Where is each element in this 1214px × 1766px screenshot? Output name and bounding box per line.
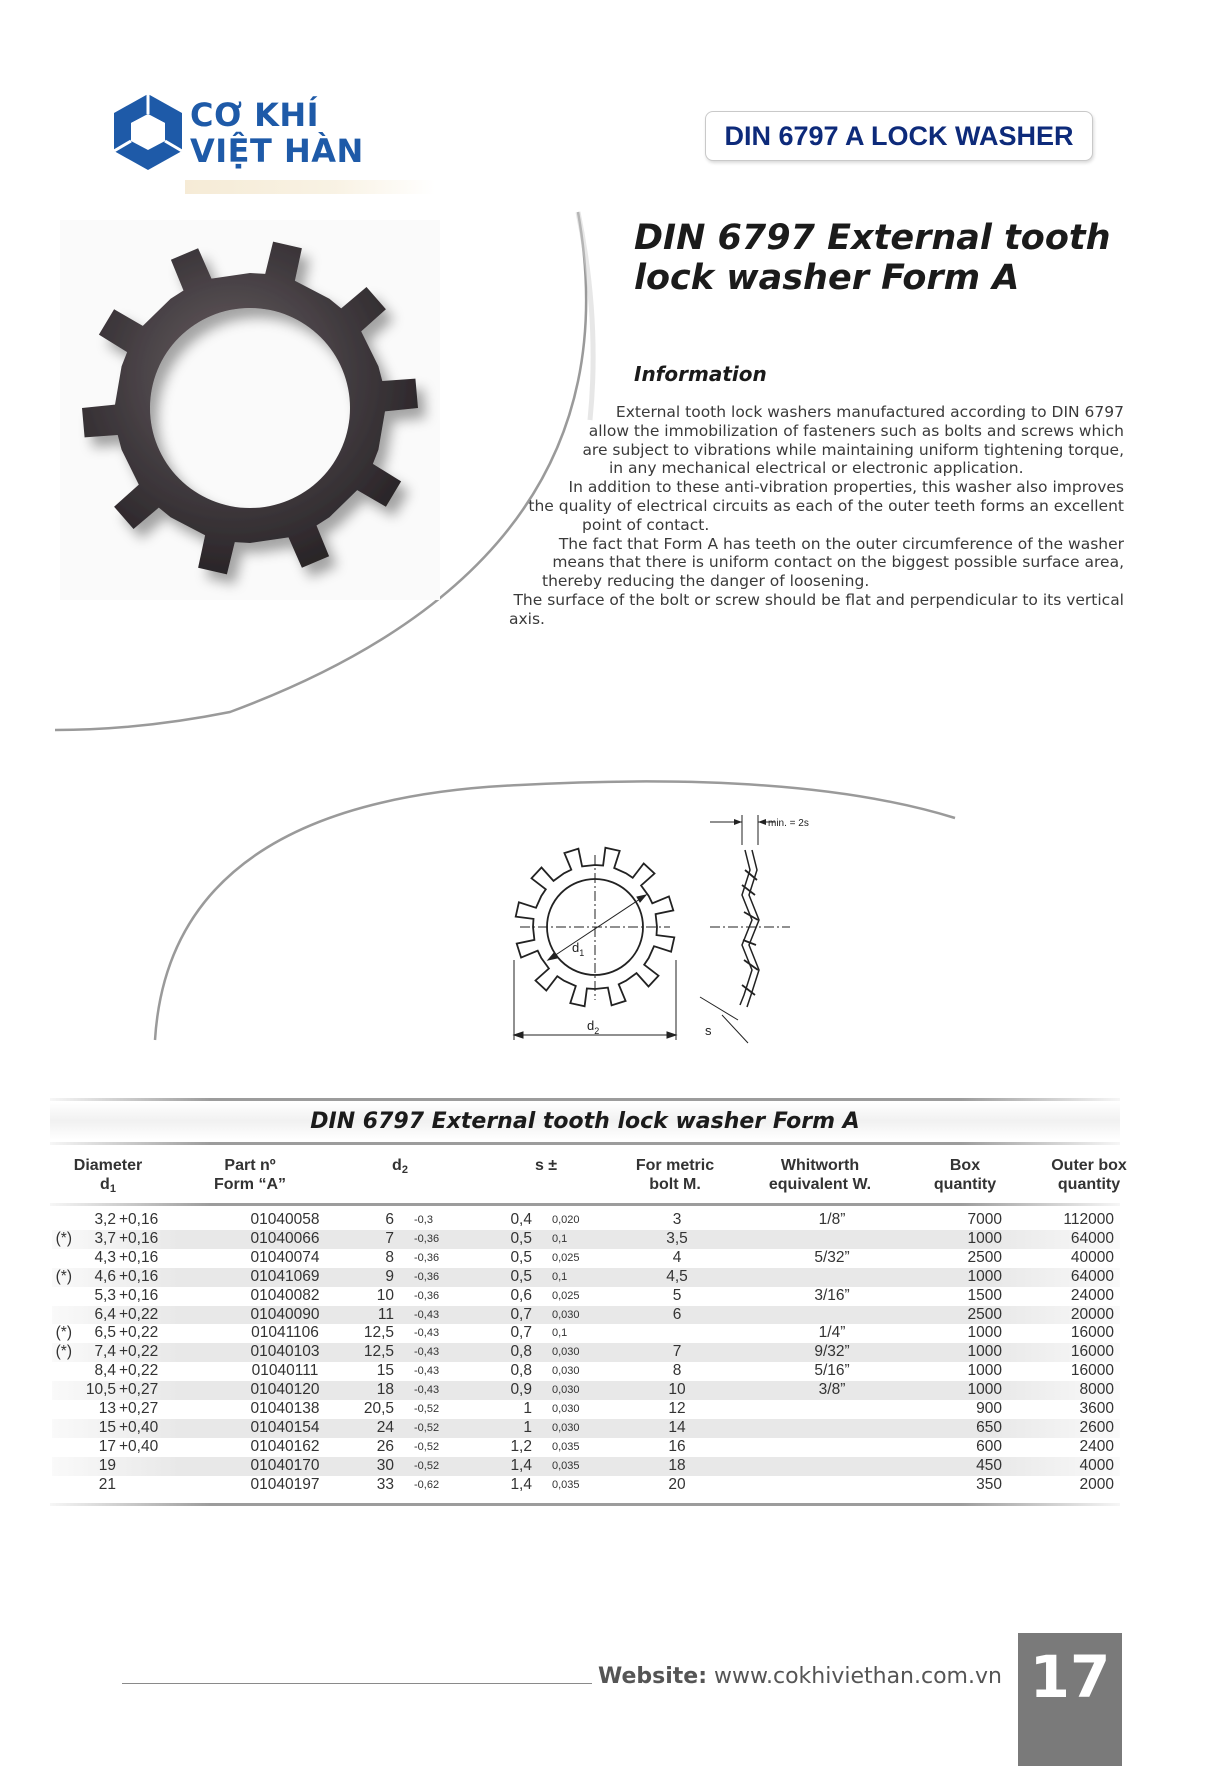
- cell-box-quantity: 1000: [967, 1229, 1002, 1247]
- table-row: [52, 1306, 1120, 1325]
- cell-outer-box-quantity: 64000: [1070, 1229, 1114, 1247]
- cell-d1: 3,2: [94, 1211, 116, 1228]
- table-row: [52, 1230, 1120, 1249]
- cell-s: 0,5: [510, 1267, 532, 1285]
- cell-outer-box-quantity: 40000: [1070, 1248, 1114, 1266]
- cell-s: 0,7: [510, 1305, 532, 1323]
- footer-rule: [122, 1683, 592, 1684]
- table-row: [52, 1400, 1120, 1419]
- table-row: [52, 1457, 1120, 1476]
- cell-box-quantity: 1000: [967, 1362, 1002, 1380]
- cell-d2: 11: [377, 1305, 394, 1323]
- info-line: means that there is uniform contact on the biggest possible surface area,: [552, 553, 1124, 572]
- cell-d2: 12,5: [363, 1324, 394, 1342]
- cell-d1-tolerance: +0,22: [119, 1362, 159, 1380]
- cell-s-tolerance: 0,030: [552, 1384, 580, 1397]
- cell-s-tolerance: 0,025: [552, 1289, 580, 1302]
- cell-outer-box-quantity: 2000: [1079, 1475, 1114, 1493]
- table-row: [52, 1419, 1120, 1438]
- cell-d1-tolerance: +0,16: [119, 1248, 159, 1266]
- header-s: s ±: [534, 1157, 558, 1174]
- table-top-rule: [50, 1098, 1120, 1101]
- cell-whitworth: 5/32”: [814, 1248, 850, 1266]
- table-row: [52, 1287, 1120, 1306]
- s-label: s: [705, 1023, 712, 1038]
- cell-box-quantity: 600: [976, 1437, 1002, 1455]
- row-star: (*): [55, 1343, 72, 1361]
- cell-outer-box-quantity: 2600: [1079, 1418, 1114, 1436]
- cell-s: 1: [523, 1418, 532, 1436]
- header-diameter: Diameter $d_1$: [73, 1157, 143, 1195]
- footer-website-label: Website:: [598, 1664, 708, 1689]
- cell-box-quantity: 2500: [967, 1248, 1002, 1266]
- cell-outer-box-quantity: 8000: [1079, 1381, 1114, 1399]
- info-line: allow the immobilization of fasteners such as bolts and screws which: [588, 421, 1124, 440]
- cell-d2-tolerance: -0,43: [414, 1365, 440, 1378]
- info-line: In addition to these anti-vibration properties, this washer also improves: [568, 478, 1124, 497]
- row-star: (*): [55, 1229, 72, 1247]
- cell-whitworth: 9/32”: [814, 1343, 850, 1361]
- cell-metric-bolt: 4,5: [666, 1267, 688, 1285]
- cell-part-number: 01040090: [250, 1305, 320, 1323]
- cell-s: 1,4: [510, 1475, 532, 1493]
- cell-d2-tolerance: -0,43: [414, 1384, 440, 1397]
- cell-d2-tolerance: -0,52: [414, 1403, 440, 1415]
- cell-whitworth: 1/4”: [818, 1324, 846, 1342]
- cell-s: 0,6: [510, 1286, 532, 1304]
- cell-box-quantity: 1000: [967, 1381, 1002, 1399]
- cell-metric-bolt: 6: [672, 1305, 682, 1323]
- info-line: in any mechanical electrical or electronic application.: [609, 459, 1024, 478]
- info-line: are subject to vibrations while maintaining uniform tightening torque,: [582, 440, 1124, 459]
- cell-d1: 4,6: [94, 1267, 116, 1285]
- header-outer-box: Outer box quantity: [1051, 1157, 1127, 1193]
- cell-outer-box-quantity: 20000: [1070, 1305, 1114, 1323]
- cell-d2-tolerance: -0,52: [414, 1459, 440, 1472]
- cell-outer-box-quantity: 3600: [1079, 1400, 1114, 1417]
- cell-metric-bolt: 20: [668, 1475, 686, 1493]
- cell-part-number: 01040103: [250, 1343, 320, 1361]
- table-header-rule: [50, 1203, 1120, 1206]
- brand-line-2: VIỆT HÀN: [190, 132, 364, 170]
- cell-outer-box-quantity: 16000: [1070, 1324, 1114, 1342]
- cell-box-quantity: 350: [976, 1475, 1002, 1493]
- cell-s-tolerance: 0,1: [552, 1270, 568, 1283]
- cell-outer-box-quantity: 2400: [1079, 1437, 1114, 1455]
- cell-s: 0,5: [510, 1229, 532, 1247]
- cell-d1: 8,4: [94, 1362, 116, 1380]
- footer-website-url[interactable]: www.cokhiviethan.com.vn: [714, 1664, 1002, 1689]
- page-number: 17: [1018, 1633, 1122, 1766]
- info-line: The fact that Form A has teeth on the outer circumference of the washer: [558, 534, 1124, 553]
- cell-d1-tolerance: +0,16: [119, 1229, 159, 1247]
- cell-box-quantity: 7000: [967, 1211, 1002, 1228]
- cell-d1-tolerance: +0,27: [119, 1400, 159, 1417]
- header-whitworth: Whitworth equivalent W.: [768, 1157, 872, 1193]
- table-row: [52, 1324, 1120, 1343]
- cell-d2-tolerance: -0,3: [414, 1214, 433, 1226]
- cell-metric-bolt: 3: [672, 1211, 682, 1228]
- header-bolt: For metric bolt M.: [635, 1157, 715, 1193]
- info-line: point of contact.: [582, 515, 710, 534]
- cell-outer-box-quantity: 64000: [1070, 1267, 1114, 1285]
- cell-s: 1,2: [510, 1437, 532, 1455]
- cell-metric-bolt: 4: [672, 1248, 682, 1266]
- table-title: DIN 6797 External tooth lock washer Form A: [50, 1102, 1120, 1140]
- footer-website: [598, 1664, 1002, 1689]
- cell-box-quantity: 1000: [967, 1324, 1002, 1342]
- cell-d1: 5,3: [94, 1286, 116, 1304]
- cell-metric-bolt: 5: [672, 1286, 682, 1304]
- cell-whitworth: 1/8”: [818, 1211, 846, 1228]
- cell-d1-tolerance: +0,27: [119, 1381, 159, 1399]
- d2-label: $d_2$: [587, 1018, 600, 1036]
- cell-d2-tolerance: -0,36: [414, 1270, 440, 1283]
- cell-whitworth: 3/8”: [818, 1381, 846, 1399]
- cell-d2: 24: [376, 1418, 394, 1436]
- cell-part-number: 01040162: [250, 1437, 320, 1455]
- table-row: [52, 1381, 1120, 1400]
- cell-outer-box-quantity: 16000: [1070, 1343, 1114, 1361]
- cell-metric-bolt: 3,5: [666, 1229, 688, 1247]
- cell-d2-tolerance: -0,43: [414, 1346, 440, 1359]
- cell-outer-box-quantity: 24000: [1070, 1286, 1114, 1304]
- cell-box-quantity: 1000: [967, 1343, 1002, 1361]
- table-bottom-rule: [50, 1503, 1120, 1506]
- cell-part-number: 01040082: [250, 1286, 320, 1304]
- page-title: DIN 6797 External tooth lock washer Form A: [634, 218, 1111, 298]
- cell-s-tolerance: 0,035: [552, 1478, 580, 1491]
- cell-d2: 33: [376, 1475, 394, 1493]
- table-row: [52, 1362, 1120, 1381]
- row-star: (*): [55, 1267, 72, 1285]
- cell-d2: 15: [376, 1362, 394, 1380]
- cell-part-number: 01040058: [250, 1211, 320, 1228]
- cell-d1: 15: [98, 1418, 116, 1436]
- cell-s: 1: [523, 1400, 532, 1417]
- cell-d1-tolerance: +0,16: [119, 1286, 159, 1304]
- cell-box-quantity: 2500: [967, 1305, 1002, 1323]
- cell-d1: 17: [98, 1437, 116, 1455]
- header-part: Part nº Form “A”: [214, 1157, 286, 1193]
- cell-d2-tolerance: -0,52: [414, 1440, 440, 1453]
- cell-d1: 6,4: [94, 1305, 116, 1323]
- cell-s: 0,4: [510, 1211, 532, 1228]
- cell-d2: 18: [376, 1381, 394, 1399]
- cell-s-tolerance: 0,1: [552, 1232, 568, 1245]
- cell-d2: 20,5: [363, 1400, 394, 1417]
- cell-d1-tolerance: +0,22: [119, 1324, 159, 1342]
- cell-part-number: 01040154: [250, 1418, 320, 1436]
- cell-metric-bolt: 7: [672, 1343, 682, 1361]
- cell-s-tolerance: 0,030: [552, 1346, 580, 1359]
- cell-d2-tolerance: -0,52: [414, 1421, 440, 1434]
- cell-d2-tolerance: -0,36: [414, 1232, 440, 1245]
- cell-s-tolerance: 0,035: [552, 1440, 580, 1453]
- cell-d2: 12,5: [363, 1343, 394, 1361]
- cell-metric-bolt: 18: [668, 1456, 686, 1474]
- cell-s-tolerance: 0,030: [552, 1308, 580, 1321]
- cell-d1-tolerance: +0,22: [119, 1305, 159, 1323]
- info-line: The surface of the bolt or screw should be flat and perpendicular to its vertical: [513, 591, 1124, 609]
- info-line: thereby reducing the danger of loosening.: [542, 572, 870, 591]
- cell-s-tolerance: 0,030: [552, 1403, 580, 1415]
- cell-s: 0,7: [510, 1324, 532, 1342]
- cell-d1: 6,5: [94, 1324, 116, 1342]
- header-d2: $d_2$: [392, 1157, 408, 1176]
- cell-d1: 7,4: [94, 1343, 116, 1361]
- d1-label: $d_1$: [572, 940, 585, 958]
- cell-d1: 21: [98, 1475, 116, 1493]
- cell-s: 0,8: [510, 1362, 532, 1380]
- cell-d1-tolerance: +0,40: [119, 1437, 159, 1455]
- cell-d1: 3,7: [94, 1229, 116, 1247]
- brand-line-1: CƠ KHÍ: [190, 96, 320, 134]
- table-row: [52, 1268, 1120, 1287]
- cell-outer-box-quantity: 4000: [1079, 1456, 1114, 1474]
- cell-d2: 8: [385, 1248, 394, 1266]
- cell-part-number: 01040066: [250, 1229, 320, 1247]
- cell-metric-bolt: 8: [672, 1362, 682, 1380]
- cell-part-number: 01040170: [250, 1456, 320, 1474]
- cell-d2-tolerance: -0,62: [414, 1478, 440, 1491]
- cell-box-quantity: 1000: [967, 1267, 1002, 1285]
- brand-tagline-faded: [185, 180, 435, 194]
- cell-box-quantity: 900: [976, 1400, 1002, 1417]
- cell-d2: 30: [376, 1456, 394, 1474]
- info-line: axis.: [509, 609, 545, 628]
- info-heading: Information: [634, 362, 767, 386]
- cell-box-quantity: 650: [976, 1418, 1002, 1436]
- cell-metric-bolt: 16: [668, 1437, 686, 1455]
- row-star: (*): [55, 1324, 72, 1342]
- cell-part-number: 01040138: [250, 1400, 320, 1417]
- cell-d1-tolerance: +0,40: [119, 1418, 159, 1436]
- cell-d1: 10,5: [85, 1381, 116, 1399]
- cell-part-number: 01040074: [250, 1248, 320, 1266]
- cell-s-tolerance: 0,035: [552, 1459, 580, 1472]
- cell-d2-tolerance: -0,36: [414, 1251, 440, 1264]
- cell-part-number: 01040120: [250, 1381, 320, 1399]
- lock-washer-photo: [60, 220, 440, 600]
- cell-outer-box-quantity: 112000: [1063, 1211, 1114, 1228]
- cell-s: 0,5: [510, 1248, 532, 1266]
- cell-part-number: 01041106: [251, 1324, 319, 1342]
- cell-d1-tolerance: +0,22: [119, 1343, 159, 1361]
- table-row: [52, 1476, 1120, 1495]
- cell-d2: 9: [385, 1267, 394, 1285]
- cell-d2: 26: [376, 1437, 394, 1455]
- cell-d2: 7: [385, 1229, 394, 1247]
- cell-d1: 19: [98, 1456, 116, 1474]
- table-row: [52, 1343, 1120, 1362]
- cell-s: 0,9: [510, 1381, 532, 1399]
- cell-s-tolerance: 0,1: [552, 1327, 568, 1340]
- header-box: Box quantity: [933, 1157, 997, 1193]
- min-label: min. = 2s: [768, 818, 809, 829]
- washer-technical-drawing: [500, 800, 809, 1050]
- cell-outer-box-quantity: 16000: [1070, 1362, 1114, 1380]
- cell-d1-tolerance: +0,16: [119, 1267, 159, 1285]
- cell-part-number: 01041069: [250, 1267, 320, 1285]
- cell-s-tolerance: 0,020: [552, 1214, 580, 1226]
- table-row: [52, 1211, 1120, 1230]
- cell-d2-tolerance: -0,43: [414, 1308, 440, 1321]
- cell-s: 1,4: [510, 1456, 532, 1474]
- info-line: the quality of electrical circuits as each of the outer teeth forms an excellent: [528, 497, 1124, 515]
- cell-d1: 13: [98, 1400, 116, 1417]
- table-row: [52, 1438, 1120, 1457]
- table-row: [52, 1249, 1120, 1268]
- cell-metric-bolt: 10: [668, 1381, 686, 1399]
- header-badge: DIN 6797 A LOCK WASHER: [705, 111, 1093, 161]
- table-title-rule: [50, 1142, 1120, 1145]
- cell-d2: 10: [376, 1286, 394, 1304]
- cell-s-tolerance: 0,030: [552, 1365, 580, 1378]
- cell-metric-bolt: 12: [668, 1400, 686, 1417]
- hexagon-logo-icon: [112, 92, 184, 172]
- cell-d2-tolerance: -0,43: [414, 1327, 440, 1340]
- cell-metric-bolt: 14: [668, 1418, 686, 1436]
- cell-d2: 6: [385, 1211, 394, 1228]
- cell-s: 0,8: [510, 1343, 532, 1361]
- cell-s-tolerance: 0,025: [552, 1251, 580, 1264]
- cell-box-quantity: 450: [976, 1456, 1002, 1474]
- cell-d1: 4,3: [94, 1248, 116, 1266]
- cell-whitworth: 3/16”: [814, 1286, 850, 1304]
- cell-d2-tolerance: -0,36: [414, 1289, 440, 1302]
- cell-part-number: 01040111: [251, 1362, 319, 1380]
- cell-d1-tolerance: +0,16: [119, 1211, 159, 1228]
- cell-box-quantity: 1500: [967, 1286, 1002, 1304]
- cell-s-tolerance: 0,030: [552, 1421, 580, 1434]
- cell-part-number: 01040197: [250, 1475, 320, 1493]
- info-line: External tooth lock washers manufactured according to DIN 6797: [615, 403, 1124, 421]
- brand-name: [190, 96, 364, 170]
- cell-whitworth: 5/16”: [814, 1362, 850, 1380]
